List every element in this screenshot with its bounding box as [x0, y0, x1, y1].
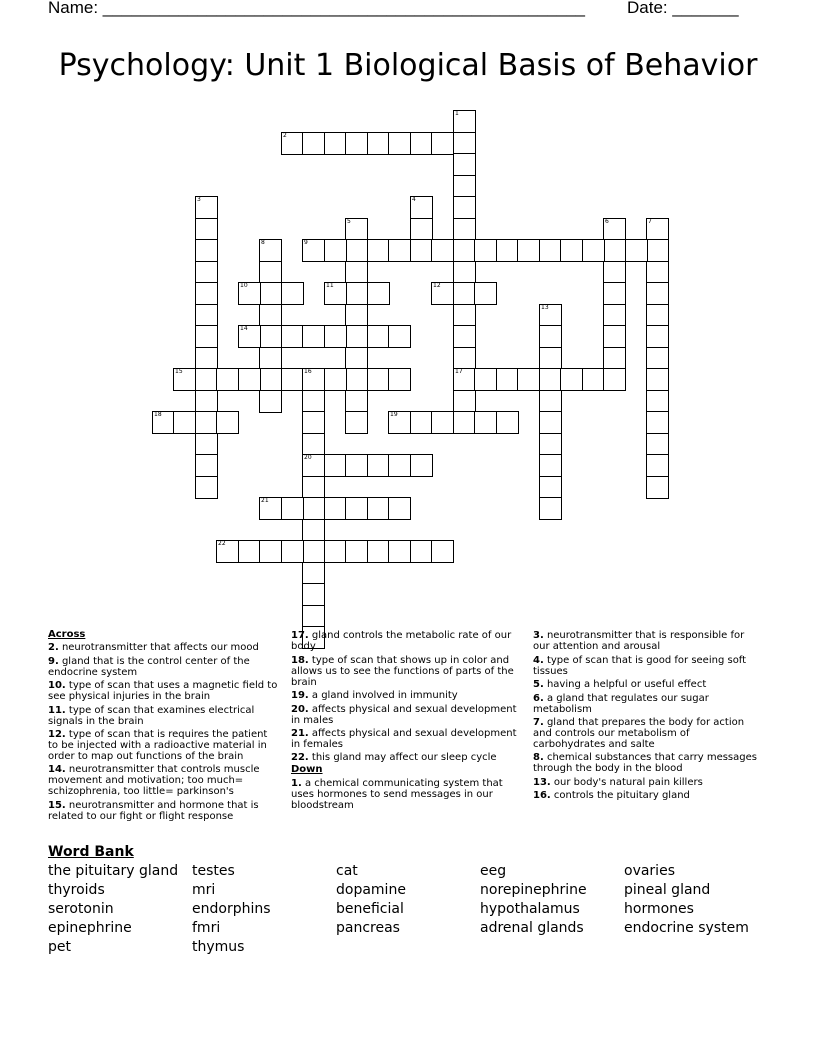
cell-number: 1	[455, 110, 459, 117]
clue-text: type of scan that shows up in color and allows us to see the functions of parts of the brain	[291, 654, 514, 688]
crossword-cell[interactable]	[302, 497, 325, 520]
clue-text: having a helpful or useful effect	[543, 679, 707, 691]
crossword-cell[interactable]	[582, 368, 605, 391]
cell-number: 9	[304, 239, 308, 246]
crossword-cell[interactable]	[324, 325, 347, 348]
word-bank-item: pet	[48, 939, 71, 955]
clue-text: gland that prepares the body for action and controls our metabolism of carbohydrates and salte	[533, 716, 745, 750]
word-bank-item: norepinephrine	[480, 882, 587, 898]
crossword-cell[interactable]	[603, 218, 626, 241]
clue	[533, 630, 763, 652]
clue-heading: Across	[48, 629, 86, 640]
crossword-cell[interactable]	[302, 476, 325, 499]
crossword-cell[interactable]	[345, 540, 368, 563]
crossword-cell[interactable]	[367, 540, 390, 563]
crossword-cell[interactable]	[388, 239, 411, 262]
crossword-cell[interactable]	[345, 390, 368, 413]
clue-text: controls the pituitary gland	[550, 790, 690, 802]
crossword-cell[interactable]	[646, 239, 669, 262]
clue-number: 3.	[533, 630, 544, 642]
crossword-cell[interactable]	[345, 282, 368, 305]
crossword-cell[interactable]	[474, 282, 497, 305]
crossword-cell[interactable]	[345, 454, 368, 477]
crossword-cell[interactable]	[453, 304, 476, 327]
clue-number: 21.	[291, 727, 309, 739]
word-bank-item: eeg	[480, 863, 507, 879]
clue-number: 9.	[48, 655, 59, 667]
crossword-cell[interactable]	[173, 368, 196, 391]
crossword-cell[interactable]	[539, 454, 562, 477]
crossword-cell[interactable]	[152, 411, 175, 434]
crossword-cell[interactable]	[324, 282, 347, 305]
word-bank-item: beneficial	[336, 901, 404, 917]
crossword-cell[interactable]	[345, 325, 368, 348]
crossword-cell[interactable]	[195, 196, 218, 219]
clue	[533, 693, 763, 715]
crossword-cell[interactable]	[281, 540, 304, 563]
crossword-cell[interactable]	[410, 239, 433, 262]
clue	[291, 778, 523, 811]
crossword-cell[interactable]	[431, 282, 454, 305]
cell-number: 11	[326, 282, 334, 289]
crossword-cell[interactable]	[410, 132, 433, 155]
crossword-cell[interactable]	[539, 411, 562, 434]
crossword-cell[interactable]	[646, 454, 669, 477]
crossword-cell[interactable]	[367, 368, 390, 391]
crossword-cell[interactable]	[367, 454, 390, 477]
crossword-cell[interactable]	[259, 325, 282, 348]
clue-number: 15.	[48, 799, 66, 811]
clue	[533, 777, 763, 788]
crossword-cell[interactable]	[195, 282, 218, 305]
clue	[533, 679, 763, 690]
crossword-cell[interactable]	[625, 239, 648, 262]
clue-number: 22.	[291, 752, 309, 764]
crossword-cell[interactable]	[603, 368, 626, 391]
crossword-cell[interactable]	[216, 540, 239, 563]
crossword-cell[interactable]	[195, 239, 218, 262]
cell-number: 21	[261, 497, 269, 504]
crossword-cell[interactable]	[345, 239, 368, 262]
clue-text: gland controls the metabolic rate of our body	[291, 630, 512, 653]
crossword-cell[interactable]	[388, 497, 411, 520]
crossword-cell[interactable]	[539, 497, 562, 520]
crossword-cell[interactable]	[367, 325, 390, 348]
clue	[291, 630, 523, 652]
crossword-cell[interactable]	[539, 304, 562, 327]
crossword-cell[interactable]	[453, 175, 476, 198]
word-bank-item: dopamine	[336, 882, 406, 898]
crossword-cell[interactable]	[453, 261, 476, 284]
crossword-cell[interactable]	[302, 433, 325, 456]
crossword-cell[interactable]	[195, 325, 218, 348]
cell-number: 6	[605, 218, 609, 225]
clue-text: neurotransmitter that controls muscle movement and motivation; too much= schizophrenia, too little= parkinson's	[48, 764, 260, 798]
cell-number: 7	[648, 218, 652, 225]
crossword-cell[interactable]	[324, 132, 347, 155]
name-field[interactable]: Name: ___________________________________________________	[48, 0, 585, 17]
crossword-cell[interactable]	[345, 411, 368, 434]
crossword-cell[interactable]	[195, 411, 218, 434]
crossword-cell[interactable]	[302, 239, 325, 262]
clue	[291, 704, 523, 726]
crossword-cell[interactable]	[431, 540, 454, 563]
crossword-cell[interactable]	[324, 540, 347, 563]
crossword-cell[interactable]	[539, 368, 562, 391]
crossword-cell[interactable]	[603, 347, 626, 370]
crossword-cell[interactable]	[474, 368, 497, 391]
crossword-cell[interactable]	[453, 196, 476, 219]
clue-text: affects physical and sexual development in males	[291, 703, 517, 726]
crossword-cell[interactable]	[302, 390, 325, 413]
clue-text: gland that is the control center of the endocrine system	[48, 655, 250, 678]
crossword-cell[interactable]	[410, 218, 433, 241]
cell-number: 12	[433, 282, 441, 289]
crossword-cell[interactable]	[302, 605, 325, 628]
crossword-cell[interactable]	[388, 454, 411, 477]
clue-text: a chemical communicating system that uses hormones to send messages in our bloodstream	[291, 777, 503, 811]
crossword-cell[interactable]	[259, 347, 282, 370]
crossword-cell[interactable]	[646, 282, 669, 305]
cell-number: 3	[197, 196, 201, 203]
clue	[48, 680, 280, 702]
crossword-cell[interactable]	[302, 411, 325, 434]
crossword-cell[interactable]	[410, 454, 433, 477]
clue-text: a gland that regulates our sugar metabolism	[533, 692, 709, 715]
crossword-cell[interactable]	[216, 411, 239, 434]
crossword-cell[interactable]	[646, 476, 669, 499]
crossword-cell[interactable]	[517, 368, 540, 391]
cell-number: 17	[455, 368, 463, 375]
clue-number: 19.	[291, 690, 309, 702]
clue-text: chemical substances that carry messages through the body in the blood	[533, 752, 757, 775]
crossword-cell[interactable]	[195, 261, 218, 284]
clue	[48, 656, 280, 678]
crossword-cell[interactable]	[539, 433, 562, 456]
crossword-cell[interactable]	[582, 239, 605, 262]
crossword-cell[interactable]	[410, 540, 433, 563]
clue-text: our body's natural pain killers	[550, 776, 703, 788]
crossword-cell[interactable]	[259, 261, 282, 284]
clue	[48, 642, 280, 653]
clue	[533, 717, 763, 750]
clue-number: 1.	[291, 777, 302, 789]
clue-text: type of scan that uses a magnetic field to see physical injuries in the brain	[48, 680, 278, 703]
cell-number: 8	[261, 239, 265, 246]
crossword-cell[interactable]	[560, 368, 583, 391]
crossword-cell[interactable]	[281, 282, 304, 305]
clue-number: 6.	[533, 692, 544, 704]
word-bank-item: ovaries	[624, 863, 675, 879]
cell-number: 15	[175, 368, 183, 375]
clue-text: neurotransmitter that affects our mood	[58, 642, 259, 654]
cell-number: 5	[347, 218, 351, 225]
crossword-cell[interactable]	[453, 218, 476, 241]
clue-number: 5.	[533, 679, 544, 691]
clue-text: this gland may affect our sleep cycle	[308, 752, 497, 764]
crossword-cell[interactable]	[259, 282, 282, 305]
crossword-cell[interactable]	[238, 368, 261, 391]
crossword-cell[interactable]	[453, 282, 476, 305]
clue-text: type of scan that examines electrical signals in the brain	[48, 704, 255, 727]
word-bank-item: the pituitary gland	[48, 863, 179, 879]
crossword-cell[interactable]	[453, 153, 476, 176]
crossword-cell[interactable]	[302, 562, 325, 585]
clue-text: affects physical and sexual development in females	[291, 727, 517, 750]
word-bank-item: mri	[192, 882, 216, 898]
crossword-cell[interactable]	[410, 411, 433, 434]
crossword-cell[interactable]	[238, 325, 261, 348]
clue	[48, 729, 280, 762]
crossword-cell[interactable]	[539, 390, 562, 413]
crossword-cell[interactable]	[453, 411, 476, 434]
clue	[291, 690, 523, 701]
crossword-cell[interactable]	[259, 239, 282, 262]
word-bank-item: adrenal glands	[480, 920, 584, 936]
crossword-cell[interactable]	[388, 540, 411, 563]
crossword-cell[interactable]	[646, 218, 669, 241]
clue	[533, 655, 763, 677]
crossword-cell[interactable]	[302, 454, 325, 477]
crossword-cell[interactable]	[195, 218, 218, 241]
crossword-cell[interactable]	[345, 497, 368, 520]
crossword-cell[interactable]	[646, 433, 669, 456]
crossword-cell[interactable]	[173, 411, 196, 434]
crossword-cell[interactable]	[259, 497, 282, 520]
clue	[48, 800, 280, 822]
crossword-cell[interactable]	[431, 239, 454, 262]
clues-column-1	[48, 628, 280, 822]
clue-text: type of scan that is requires the patient to be injected with a radioactive material in order to map out functions of the brain	[48, 728, 268, 762]
crossword-cell[interactable]	[646, 368, 669, 391]
clue	[48, 705, 280, 727]
cell-number: 22	[218, 540, 226, 547]
clue	[291, 655, 523, 688]
crossword-cell[interactable]	[539, 239, 562, 262]
clue-number: 13.	[533, 776, 551, 788]
crossword-cell[interactable]	[388, 411, 411, 434]
page-title: Psychology: Unit 1 Biological Basis of Behavior	[58, 48, 758, 83]
clue	[291, 728, 523, 750]
clue-number: 10.	[48, 680, 66, 692]
crossword-cell[interactable]	[388, 368, 411, 391]
clue-text: type of scan that is good for seeing soft tissues	[533, 654, 747, 677]
crossword-cell[interactable]	[603, 239, 626, 262]
crossword-cell[interactable]	[603, 261, 626, 284]
cell-number: 16	[304, 368, 312, 375]
crossword-cell[interactable]	[302, 583, 325, 606]
crossword-cell[interactable]	[238, 540, 261, 563]
crossword-cell[interactable]	[646, 325, 669, 348]
cell-number: 2	[283, 132, 287, 139]
crossword-cell[interactable]	[453, 390, 476, 413]
clue-number: 12.	[48, 728, 66, 740]
word-bank-item: pancreas	[336, 920, 400, 936]
crossword-cell[interactable]	[281, 368, 304, 391]
cell-number: 13	[541, 304, 549, 311]
crossword-cell[interactable]	[496, 411, 519, 434]
crossword-cell[interactable]	[195, 454, 218, 477]
crossword-cell[interactable]	[646, 304, 669, 327]
crossword-cell[interactable]	[345, 218, 368, 241]
crossword-cell[interactable]	[302, 325, 325, 348]
crossword-cell[interactable]	[259, 304, 282, 327]
crossword-cell[interactable]	[646, 411, 669, 434]
clues-column-2	[291, 628, 523, 811]
word-bank-item: fmri	[192, 920, 221, 936]
crossword-cell[interactable]	[603, 282, 626, 305]
crossword-cell[interactable]	[324, 239, 347, 262]
clue	[291, 752, 523, 763]
crossword-cell[interactable]	[410, 196, 433, 219]
crossword-cell[interactable]	[431, 411, 454, 434]
crossword-cell[interactable]	[517, 239, 540, 262]
clue	[533, 752, 763, 774]
crossword-cell[interactable]	[345, 132, 368, 155]
crossword-cell[interactable]	[195, 368, 218, 391]
crossword-cell[interactable]	[345, 347, 368, 370]
word-bank-item: serotonin	[48, 901, 114, 917]
cell-number: 4	[412, 196, 416, 203]
clue-number: 16.	[533, 790, 551, 802]
crossword-cell[interactable]	[539, 476, 562, 499]
clue-number: 20.	[291, 703, 309, 715]
crossword-cell[interactable]	[453, 325, 476, 348]
word-bank-title: Word Bank	[48, 844, 134, 860]
crossword-cell[interactable]	[302, 368, 325, 391]
crossword-cell[interactable]	[388, 325, 411, 348]
word-bank-item: endocrine system	[624, 920, 749, 936]
crossword-cell[interactable]	[281, 132, 304, 155]
clue-number: 7.	[533, 716, 544, 728]
word-bank-item: cat	[336, 863, 358, 879]
crossword-cell[interactable]	[453, 110, 476, 133]
crossword-cell[interactable]	[195, 433, 218, 456]
crossword-cell[interactable]	[259, 390, 282, 413]
crossword-cell[interactable]	[259, 540, 282, 563]
cell-number: 18	[154, 411, 162, 418]
word-bank-item: epinephrine	[48, 920, 132, 936]
clue-number: 8.	[533, 752, 544, 764]
crossword-cell[interactable]	[539, 347, 562, 370]
word-bank-item: thyroids	[48, 882, 105, 898]
clue-text: a gland involved in immunity	[308, 690, 458, 702]
clue-number: 17.	[291, 630, 309, 642]
crossword-cell[interactable]	[539, 325, 562, 348]
crossword-cell[interactable]	[388, 132, 411, 155]
cell-number: 10	[240, 282, 248, 289]
crossword-cell[interactable]	[324, 454, 347, 477]
crossword-cell[interactable]	[302, 519, 325, 542]
clue-number: 4.	[533, 654, 544, 666]
crossword-cell[interactable]	[302, 540, 325, 563]
word-bank-item: hormones	[624, 901, 694, 917]
crossword-cell[interactable]	[646, 347, 669, 370]
crossword-cell[interactable]	[324, 497, 347, 520]
crossword-cell[interactable]	[281, 497, 304, 520]
crossword-cell[interactable]	[474, 411, 497, 434]
clue-heading: Down	[291, 764, 323, 776]
crossword-cell[interactable]	[646, 261, 669, 284]
crossword-cell[interactable]	[496, 239, 519, 262]
word-bank-item: endorphins	[192, 901, 271, 917]
word-bank-item: pineal gland	[624, 882, 711, 898]
crossword-cell[interactable]	[195, 347, 218, 370]
crossword-cell[interactable]	[453, 347, 476, 370]
crossword-cell[interactable]	[603, 325, 626, 348]
clue-number: 2.	[48, 642, 59, 654]
crossword-cell[interactable]	[216, 368, 239, 391]
crossword-cell[interactable]	[324, 368, 347, 391]
crossword-cell[interactable]	[367, 497, 390, 520]
clue-number: 11.	[48, 704, 66, 716]
crossword-cell[interactable]	[367, 132, 390, 155]
clue-number: 18.	[291, 654, 309, 666]
clue-number: 14.	[48, 764, 66, 776]
date-field[interactable]: Date: _______	[627, 0, 739, 17]
crossword-cell[interactable]	[560, 239, 583, 262]
crossword-cell[interactable]	[453, 132, 476, 155]
clue-text: neurotransmitter and hormone that is related to our fight or flight response	[48, 799, 259, 822]
clue	[48, 764, 280, 797]
crossword-cell[interactable]	[345, 304, 368, 327]
crossword-cell[interactable]	[195, 476, 218, 499]
crossword-cell[interactable]	[496, 368, 519, 391]
word-bank-item: hypothalamus	[480, 901, 580, 917]
crossword-cell[interactable]	[431, 132, 454, 155]
crossword-cell[interactable]	[345, 261, 368, 284]
clue-text: neurotransmitter that is responsible for our attention and arousal	[533, 630, 745, 653]
cell-number: 19	[390, 411, 398, 418]
crossword-cell[interactable]	[281, 325, 304, 348]
crossword-cell[interactable]	[453, 368, 476, 391]
word-bank-item: thymus	[192, 939, 245, 955]
crossword-cell[interactable]	[646, 390, 669, 413]
crossword-cell[interactable]	[474, 239, 497, 262]
crossword-cell[interactable]	[302, 132, 325, 155]
cell-number: 20	[304, 454, 312, 461]
crossword-cell[interactable]	[367, 282, 390, 305]
clues-column-3	[533, 628, 763, 801]
crossword-cell[interactable]	[603, 304, 626, 327]
crossword-cell[interactable]	[259, 368, 282, 391]
crossword-cell[interactable]	[345, 368, 368, 391]
crossword-cell[interactable]	[195, 390, 218, 413]
crossword-cell[interactable]	[367, 239, 390, 262]
cell-number: 14	[240, 325, 248, 332]
clue	[533, 790, 763, 801]
crossword-cell[interactable]	[238, 282, 261, 305]
crossword-cell[interactable]	[195, 304, 218, 327]
word-bank-item: testes	[192, 863, 235, 879]
crossword-cell[interactable]	[453, 239, 476, 262]
